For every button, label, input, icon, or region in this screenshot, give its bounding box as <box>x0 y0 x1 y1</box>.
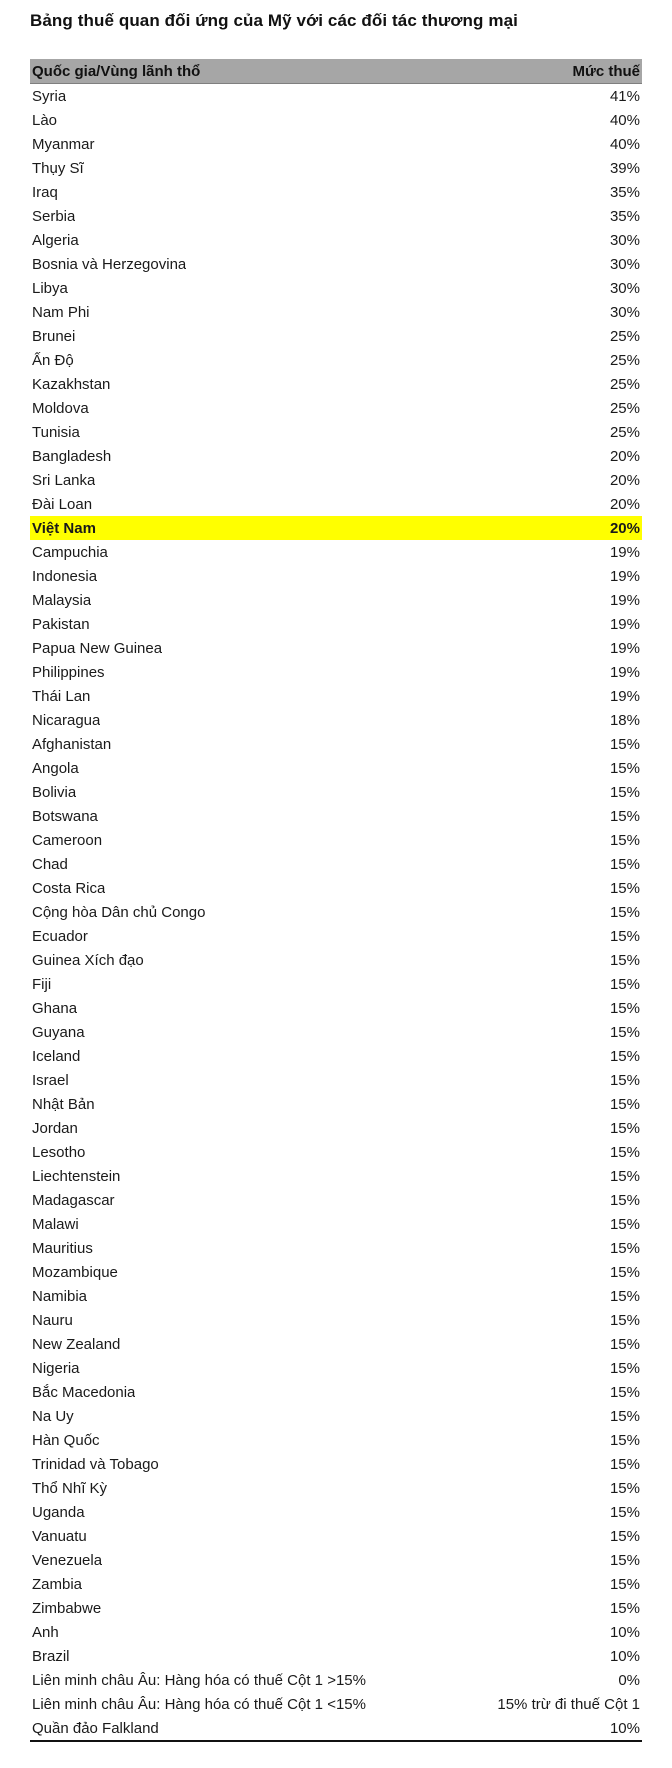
table-row <box>30 564 642 588</box>
table-row <box>30 636 642 660</box>
tariff-rate: 15% <box>609 1407 640 1425</box>
tariff-rate: 15% <box>609 1119 640 1137</box>
tariff-rate: 15% <box>609 759 640 777</box>
country-name: Myanmar <box>32 135 95 153</box>
tariff-rate: 15% <box>609 1479 640 1497</box>
country-name: Malawi <box>32 1215 79 1233</box>
country-name: Liên minh châu Âu: Hàng hóa có thuế Cột 1 <15% <box>32 1695 366 1713</box>
table-row <box>30 876 642 900</box>
country-name: New Zealand <box>32 1335 121 1353</box>
tariff-rate: 15% <box>609 1527 640 1545</box>
tariff-rate: 15% <box>609 831 640 849</box>
tariff-rate: 41% <box>609 87 640 105</box>
table-row <box>30 468 642 492</box>
country-name: Quần đảo Falkland <box>32 1719 159 1737</box>
table-row-highlighted <box>30 516 642 540</box>
country-name: Iraq <box>32 183 58 201</box>
tariff-rate: 30% <box>609 279 640 297</box>
tariff-rate: 15% <box>609 1263 640 1281</box>
country-name: Philippines <box>32 663 105 681</box>
table-row <box>30 1332 642 1356</box>
country-name: Lesotho <box>32 1143 86 1161</box>
country-name: Hàn Quốc <box>32 1431 100 1449</box>
tariff-rate: 30% <box>609 231 640 249</box>
country-name: Thổ Nhĩ Kỳ <box>32 1479 108 1497</box>
country-name: Tunisia <box>32 423 80 441</box>
column-header-country: Quốc gia/Vùng lãnh thổ <box>32 62 201 80</box>
tariff-rate: 15% <box>609 1191 640 1209</box>
tariff-rate: 35% <box>609 207 640 225</box>
table-row <box>30 1500 642 1524</box>
tariff-rate: 15% <box>609 1383 640 1401</box>
tariff-table <box>30 59 642 1742</box>
country-name: Chad <box>32 855 68 873</box>
country-name: Cameroon <box>32 831 103 849</box>
table-row <box>30 1020 642 1044</box>
country-name: Afghanistan <box>32 735 112 753</box>
country-name: Nam Phi <box>32 303 90 321</box>
country-name: Ấn Độ <box>32 351 74 369</box>
tariff-rate: 15% <box>609 1071 640 1089</box>
tariff-rate: 15% <box>609 1143 640 1161</box>
country-name: Bosnia và Herzegovina <box>32 255 187 273</box>
table-row <box>30 1428 642 1452</box>
table-row <box>30 1140 642 1164</box>
tariff-rate: 20% <box>609 447 640 465</box>
country-name: Ecuador <box>32 927 88 945</box>
table-row <box>30 444 642 468</box>
table-row <box>30 1716 642 1740</box>
tariff-rate: 15% <box>609 1167 640 1185</box>
tariff-rate: 15% <box>609 1311 640 1329</box>
table-row <box>30 1380 642 1404</box>
country-name: Nicaragua <box>32 711 101 729</box>
country-name: Vanuatu <box>32 1527 87 1545</box>
table-row <box>30 1476 642 1500</box>
country-name: Zambia <box>32 1575 83 1593</box>
country-name: Zimbabwe <box>32 1599 102 1617</box>
tariff-rate: 15% <box>609 927 640 945</box>
table-row <box>30 300 642 324</box>
table-row <box>30 372 642 396</box>
tariff-rate: 15% <box>609 903 640 921</box>
country-name: Liên minh châu Âu: Hàng hóa có thuế Cột 1 >15% <box>32 1671 366 1689</box>
country-name: Syria <box>32 87 67 105</box>
country-name: Thái Lan <box>32 687 91 705</box>
table-row <box>30 900 642 924</box>
country-name: Malaysia <box>32 591 92 609</box>
table-row <box>30 324 642 348</box>
table-row <box>30 852 642 876</box>
country-name: Serbia <box>32 207 76 225</box>
country-name: Jordan <box>32 1119 78 1137</box>
table-row <box>30 972 642 996</box>
tariff-rate: 19% <box>609 639 640 657</box>
country-name: Israel <box>32 1071 69 1089</box>
tariff-rate: 25% <box>609 327 640 345</box>
table-row <box>30 684 642 708</box>
document-page <box>30 0 642 1742</box>
table-row <box>30 756 642 780</box>
table-row <box>30 1644 642 1668</box>
table-row <box>30 588 642 612</box>
tariff-rate: 39% <box>609 159 640 177</box>
country-name: Lào <box>32 111 58 129</box>
country-name: Guyana <box>32 1023 85 1041</box>
table-row <box>30 1668 642 1692</box>
table-row <box>30 396 642 420</box>
table-row <box>30 180 642 204</box>
country-name: Libya <box>32 279 68 297</box>
table-row <box>30 108 642 132</box>
table-row <box>30 780 642 804</box>
tariff-rate: 0% <box>618 1671 640 1689</box>
country-name: Cộng hòa Dân chủ Congo <box>32 903 206 921</box>
country-name: Anh <box>32 1623 59 1641</box>
table-row <box>30 948 642 972</box>
table-row <box>30 204 642 228</box>
country-name: Papua New Guinea <box>32 639 163 657</box>
tariff-rate: 25% <box>609 399 640 417</box>
tariff-rate: 30% <box>609 255 640 273</box>
country-name: Việt Nam <box>32 519 96 537</box>
tariff-rate: 15% <box>609 1335 640 1353</box>
table-row <box>30 1068 642 1092</box>
table-row <box>30 1596 642 1620</box>
tariff-rate: 15% <box>609 1551 640 1569</box>
table-row <box>30 612 642 636</box>
country-name: Guinea Xích đạo <box>32 951 144 969</box>
country-name: Algeria <box>32 231 79 249</box>
tariff-rate: 25% <box>609 375 640 393</box>
table-row <box>30 1116 642 1140</box>
page-title: Bảng thuế quan đối ứng của Mỹ với các đối tác thương mại <box>30 11 518 30</box>
country-name: Brunei <box>32 327 76 345</box>
tariff-rate: 20% <box>609 519 640 537</box>
table-row <box>30 1284 642 1308</box>
table-row <box>30 540 642 564</box>
country-name: Na Uy <box>32 1407 74 1425</box>
table-row <box>30 252 642 276</box>
tariff-rate: 20% <box>609 495 640 513</box>
country-name: Liechtenstein <box>32 1167 121 1185</box>
table-row <box>30 1452 642 1476</box>
table-row <box>30 276 642 300</box>
country-name: Brazil <box>32 1647 70 1665</box>
table-row <box>30 660 642 684</box>
tariff-rate: 30% <box>609 303 640 321</box>
country-name: Trinidad và Tobago <box>32 1455 159 1473</box>
tariff-rate: 15% <box>609 1095 640 1113</box>
table-row <box>30 1692 642 1716</box>
tariff-rate: 15% <box>609 879 640 897</box>
tariff-rate: 15% <box>609 1503 640 1521</box>
table-row <box>30 1236 642 1260</box>
country-name: Bangladesh <box>32 447 112 465</box>
tariff-rate: 15% <box>609 1359 640 1377</box>
tariff-rate: 15% <box>609 975 640 993</box>
tariff-rate: 10% <box>609 1719 640 1737</box>
table-row <box>30 1548 642 1572</box>
tariff-rate: 40% <box>609 111 640 129</box>
table-row <box>30 924 642 948</box>
country-name: Sri Lanka <box>32 471 96 489</box>
country-name: Angola <box>32 759 79 777</box>
table-row <box>30 492 642 516</box>
tariff-rate: 15% <box>609 1431 640 1449</box>
country-name: Costa Rica <box>32 879 106 897</box>
table-row <box>30 804 642 828</box>
tariff-rate: 10% <box>609 1647 640 1665</box>
table-row <box>30 1308 642 1332</box>
table-row <box>30 1524 642 1548</box>
tariff-rate: 15% <box>609 1215 640 1233</box>
tariff-rate: 15% <box>609 1047 640 1065</box>
table-row <box>30 828 642 852</box>
tariff-rate: 25% <box>609 351 640 369</box>
tariff-rate: 15% <box>609 1455 640 1473</box>
table-row <box>30 1572 642 1596</box>
table-row <box>30 1188 642 1212</box>
tariff-rate: 15% <box>609 1599 640 1617</box>
country-name: Kazakhstan <box>32 375 111 393</box>
tariff-rate: 15% trừ đi thuế Cột 1 <box>497 1695 640 1713</box>
country-name: Ghana <box>32 999 78 1017</box>
country-name: Bolivia <box>32 783 77 801</box>
tariff-rate: 20% <box>609 471 640 489</box>
country-name: Thụy Sĩ <box>32 159 84 177</box>
table-row <box>30 228 642 252</box>
country-name: Uganda <box>32 1503 85 1521</box>
table-row <box>30 732 642 756</box>
table-row <box>30 420 642 444</box>
tariff-rate: 19% <box>609 663 640 681</box>
table-row <box>30 1404 642 1428</box>
table-row <box>30 156 642 180</box>
table-row <box>30 1212 642 1236</box>
table-row <box>30 132 642 156</box>
table-row <box>30 1356 642 1380</box>
tariff-rate: 15% <box>609 1023 640 1041</box>
tariff-rate: 15% <box>609 1239 640 1257</box>
table-header <box>30 59 642 84</box>
country-name: Pakistan <box>32 615 90 633</box>
table-body <box>30 84 642 1740</box>
tariff-rate: 10% <box>609 1623 640 1641</box>
country-name: Nhật Bản <box>32 1095 95 1113</box>
tariff-rate: 35% <box>609 183 640 201</box>
country-name: Mauritius <box>32 1239 93 1257</box>
table-row <box>30 996 642 1020</box>
table-row <box>30 1260 642 1284</box>
tariff-rate: 18% <box>609 711 640 729</box>
country-name: Đài Loan <box>32 495 93 513</box>
tariff-rate: 15% <box>609 1575 640 1593</box>
tariff-rate: 19% <box>609 567 640 585</box>
column-header-rate: Mức thuế <box>572 62 640 80</box>
country-name: Indonesia <box>32 567 98 585</box>
table-row <box>30 348 642 372</box>
table-row <box>30 708 642 732</box>
tariff-rate: 15% <box>609 783 640 801</box>
table-row <box>30 84 642 108</box>
tariff-rate: 15% <box>609 999 640 1017</box>
tariff-rate: 19% <box>609 615 640 633</box>
table-row <box>30 1164 642 1188</box>
country-name: Iceland <box>32 1047 81 1065</box>
tariff-rate: 15% <box>609 855 640 873</box>
country-name: Nigeria <box>32 1359 80 1377</box>
tariff-rate: 15% <box>609 735 640 753</box>
tariff-rate: 40% <box>609 135 640 153</box>
country-name: Moldova <box>32 399 89 417</box>
country-name: Fiji <box>32 975 52 993</box>
country-name: Venezuela <box>32 1551 103 1569</box>
country-name: Nauru <box>32 1311 73 1329</box>
tariff-rate: 15% <box>609 1287 640 1305</box>
tariff-rate: 19% <box>609 591 640 609</box>
country-name: Namibia <box>32 1287 88 1305</box>
country-name: Bắc Macedonia <box>32 1383 136 1401</box>
tariff-rate: 15% <box>609 951 640 969</box>
table-row <box>30 1044 642 1068</box>
tariff-rate: 15% <box>609 807 640 825</box>
country-name: Madagascar <box>32 1191 115 1209</box>
tariff-rate: 19% <box>609 687 640 705</box>
table-row <box>30 1092 642 1116</box>
tariff-rate: 19% <box>609 543 640 561</box>
tariff-rate: 25% <box>609 423 640 441</box>
country-name: Botswana <box>32 807 98 825</box>
table-row <box>30 1620 642 1644</box>
country-name: Campuchia <box>32 543 108 561</box>
country-name: Mozambique <box>32 1263 118 1281</box>
